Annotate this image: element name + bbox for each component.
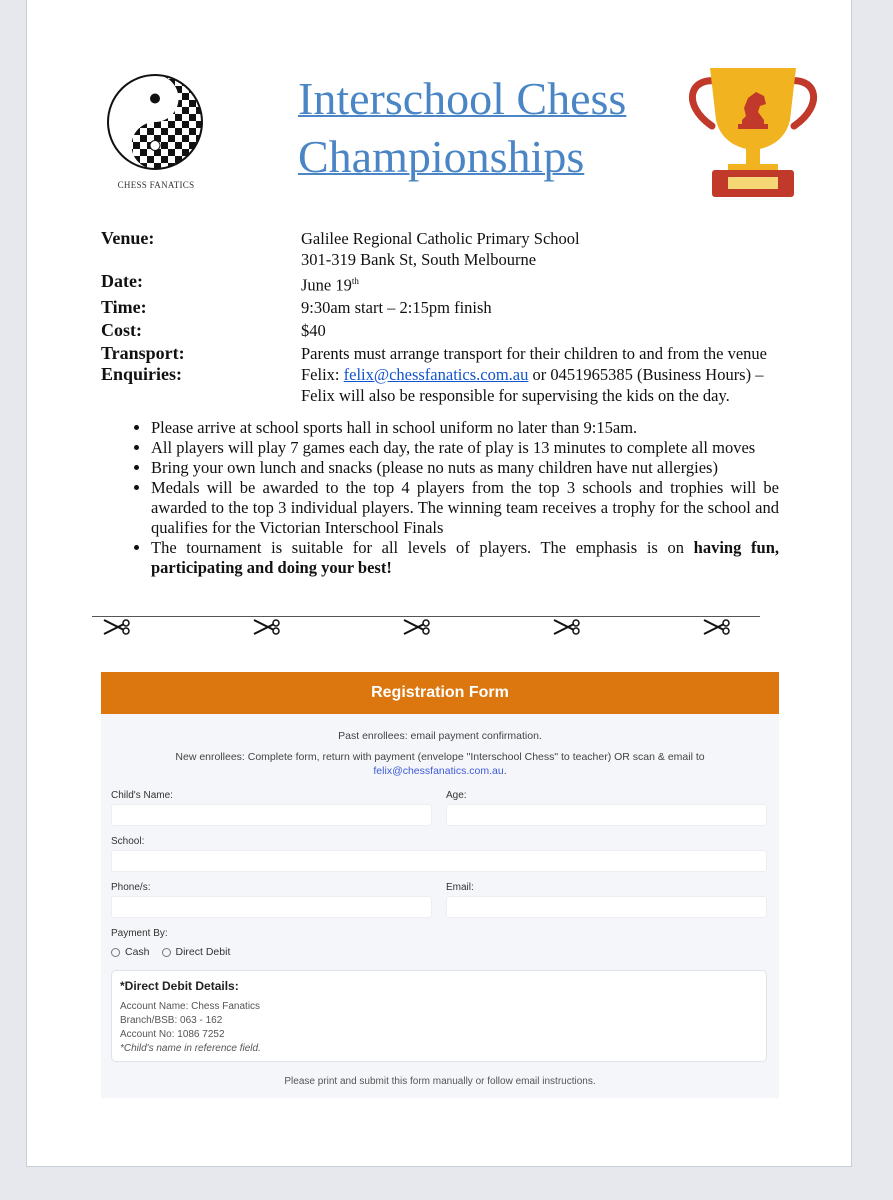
- list-item: • Please arrive at school sports hall in school uniform no later than 9:15am.: [151, 418, 779, 438]
- direct-debit-radio[interactable]: [162, 948, 171, 957]
- date-value: June 19th: [301, 275, 359, 295]
- scissors-icon: [252, 616, 282, 638]
- phone-label: Phone/s:: [111, 882, 151, 893]
- title-line-2: Championships: [298, 131, 585, 182]
- cash-option-label: Cash: [125, 946, 150, 958]
- school-label: School:: [111, 836, 145, 847]
- transport-label: Transport:: [101, 342, 185, 363]
- cash-radio[interactable]: [111, 948, 120, 957]
- account-name: Account Name: Chess Fanatics: [120, 1001, 261, 1012]
- child-name-input[interactable]: [111, 804, 432, 826]
- email-input[interactable]: [446, 896, 767, 918]
- phone-input[interactable]: [111, 896, 432, 918]
- payment-options: [111, 946, 230, 958]
- enquiries-line-1: Felix: felix@chessfanatics.com.au or 0451965385 (Business Hours) –: [301, 364, 764, 384]
- venue-line-1: Galilee Regional Catholic Primary School: [301, 229, 580, 248]
- trophy-icon: [682, 64, 824, 198]
- payment-label: Payment By:: [111, 928, 168, 939]
- scissors-icon: [102, 616, 132, 638]
- title-line-1: Interschool Chess: [298, 73, 627, 124]
- email-label: Email:: [446, 882, 474, 893]
- registration-form: [101, 672, 779, 1098]
- cost-value: $40: [301, 320, 326, 340]
- date-label: Date:: [101, 271, 143, 291]
- branch-bsb: Branch/BSB: 063 - 162: [120, 1015, 223, 1026]
- list-item: • All players will play 7 games each day, the rate of play is 13 minutes to complete all moves: [151, 438, 779, 458]
- form-title: Registration Form: [101, 672, 779, 714]
- page-title: [298, 70, 678, 186]
- scissors-icon: [402, 616, 432, 638]
- cost-label: Cost:: [101, 319, 142, 340]
- time-label: Time:: [101, 296, 147, 317]
- logo-caption: CHESS FANATICS: [117, 180, 195, 190]
- scissors-icon: [702, 616, 732, 638]
- account-number: Account No: 1086 7252: [120, 1029, 225, 1040]
- venue-label: Venue:: [101, 228, 155, 248]
- form-email-link[interactable]: felix@chessfanatics.com.au: [373, 765, 504, 777]
- transport-value: Parents must arrange transport for their children to and from the venue: [301, 343, 767, 363]
- enquiries-label: Enquiries:: [101, 363, 183, 384]
- list-item: • Bring your own lunch and snacks (please no nuts as many children have nut allergies): [151, 458, 779, 478]
- direct-debit-box: [111, 970, 767, 1062]
- school-input[interactable]: [111, 850, 767, 872]
- age-label: Age:: [446, 790, 467, 801]
- rules-list: [101, 418, 779, 578]
- reference-note: *Child's name in reference field.: [120, 1043, 261, 1054]
- form-footnote: Please print and submit this form manually or follow email instructions.: [284, 1076, 596, 1087]
- time-value: 9:30am start – 2:15pm finish: [301, 297, 492, 317]
- chess-fanatics-logo: [105, 72, 205, 172]
- list-item: • Medals will be awarded to the top 4 players from the top 3 schools and trophies will be awarded to the top 3 individual players. The winning team receives a trophy for the school and qualifies for the Victorian Interschool Finals: [151, 478, 779, 538]
- direct-debit-option-label: Direct Debit: [175, 946, 231, 958]
- list-item: • The tournament is suitable for all levels of players. The emphasis is on having fun, participating and doing your best!: [151, 538, 779, 578]
- child-name-label: Child's Name:: [111, 790, 173, 801]
- form-note-past: Past enrollees: email payment confirmation.: [338, 730, 542, 742]
- age-input[interactable]: [446, 804, 767, 826]
- enquiries-line-2: Felix will also be responsible for supervising the kids on the day.: [301, 385, 730, 405]
- form-note-new: New enrollees: Complete form, return with payment (envelope "Interschool Chess" to teacher) OR scan & email to felix@chessfanatics.com.au.: [175, 751, 705, 777]
- direct-debit-title: *Direct Debit Details:: [120, 979, 239, 993]
- scissors-icon: [552, 616, 582, 638]
- venue-line-2: 301-319 Bank St, South Melbourne: [301, 250, 537, 269]
- enquiries-email-link[interactable]: felix@chessfanatics.com.au: [343, 364, 529, 384]
- event-info: [101, 228, 791, 406]
